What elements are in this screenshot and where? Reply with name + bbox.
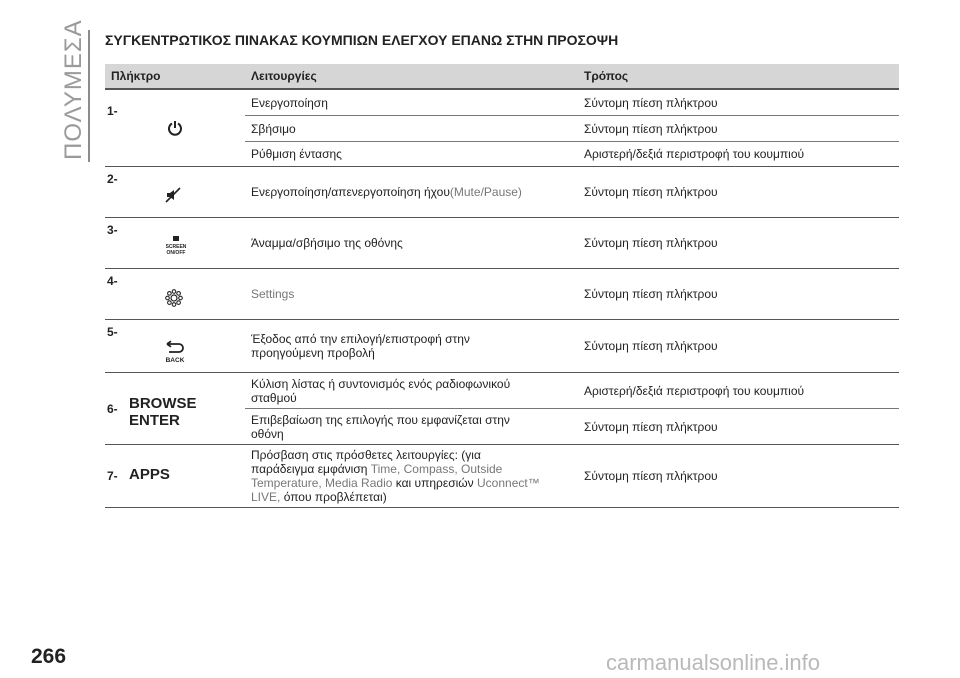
key-cell [105,218,245,268]
key-number: 1- [107,104,118,118]
icon-label: SCREEN [165,244,187,250]
function-text-grey: Time, Compass, Outside [367,462,503,476]
table-row [245,409,899,444]
function-line: Επιβεβαίωση της επιλογής που εμφανίζεται στην [251,412,510,427]
function-cell: Ενεργοποίηση [251,95,328,110]
function-cell [245,185,578,199]
function-line [251,490,578,504]
page-number: 266 [31,645,67,668]
function-rows [245,90,899,166]
function-line [251,476,578,490]
function-cell: Settings [251,287,295,301]
key-word: ENTER [129,412,180,429]
function-cell [245,413,578,441]
function-rows [245,320,899,372]
function-rows [245,218,899,268]
settings-gear-icon [165,289,183,307]
mode-cell: Σύντομη πίεση πλήκτρου [584,185,718,199]
function-cell [245,332,578,360]
key-word: APPS [129,466,170,483]
table-row [245,142,899,166]
function-line [251,462,578,476]
header-mode: Τρόπος [584,69,629,83]
key-cell [105,320,245,372]
key-cell [105,90,245,166]
key-cell [105,445,245,507]
mode-cell: Σύντομη πίεση πλήκτρου [584,121,718,136]
mode-cell: Σύντομη πίεση πλήκτρου [584,95,718,110]
function-line: Κύλιση λίστας ή συντονισμός ενός ραδιοφωνικού [251,376,511,391]
function-line: Έξοδος από την επιλογή/επιστροφή στην [251,332,470,346]
key-cell [105,373,245,444]
header-function: Λειτουργίες [251,69,317,83]
table-row [245,90,899,116]
table-row [245,373,899,409]
key-number: 5- [107,325,118,339]
icon-label: ON/OFF [166,250,186,256]
mode-cell: Αριστερή/δεξιά περιστροφή του κουμπιού [584,147,805,161]
function-line: σταθμού [251,390,297,405]
section-label: ΠΟΛΥΜΕΣΑ [60,19,87,160]
header-key: Πλήκτρο [111,69,161,83]
table-row-group-6 [105,373,899,445]
mode-cell: Σύντομη πίεση πλήκτρου [584,469,718,483]
function-text-grey: Uconnect™ [473,476,540,490]
function-line [251,448,578,462]
icon-label: BACK [165,357,185,364]
key-number: 3- [107,223,118,237]
table-header [105,64,899,90]
mode-cell: Σύντομη πίεση πλήκτρου [584,339,718,353]
function-text: όπου προβλέπεται) [280,490,387,504]
function-text-grey: LIVE, [251,490,281,504]
controls-table [105,64,899,508]
screen-on-off-icon [163,236,189,256]
function-text: παράδειγμα εμφάνιση [251,462,368,476]
section-divider [88,30,90,162]
function-rows [245,269,899,319]
mute-icon [165,187,181,203]
table-row [245,269,899,319]
key-word: BROWSE [129,395,197,412]
key-cell [105,167,245,217]
function-line: προηγούμενη προβολή [251,346,375,360]
page-title: ΣΥΓΚΕΝΤΡΩΤΙΚΟΣ ΠΙΝΑΚΑΣ ΚΟΥΜΠΙΩΝ ΕΛΕΓΧΟΥ ΕΠΑΝΩ ΣΤΗΝ ΠΡΟΣΟΨΗ [105,32,619,48]
function-rows [245,373,899,444]
function-text: Ενεργοποίηση/απενεργοποίηση ήχου [251,185,450,199]
table-row [245,320,899,372]
function-text-grey: Temperature, Media Radio [251,476,393,490]
table-row-group-5 [105,320,899,373]
function-cell: Σβήσιμο [251,121,296,136]
function-extra: (Mute/Pause) [449,185,522,199]
function-cell [245,448,578,504]
mode-cell: Σύντομη πίεση πλήκτρου [584,287,718,301]
key-number: 6- [107,402,118,416]
function-rows [245,167,899,217]
mode-cell: Σύντομη πίεση πλήκτρου [584,419,718,434]
mode-cell: Αριστερή/δεξιά περιστροφή του κουμπιού [584,383,805,398]
power-icon [167,120,183,136]
function-cell: Ρύθμιση έντασης [251,147,342,161]
watermark: carmanualsonline.info [606,650,821,675]
key-number: 7- [107,469,118,483]
mode-cell: Σύντομη πίεση πλήκτρου [584,236,718,250]
table-row [245,445,899,507]
table-row [245,167,899,217]
key-cell [105,269,245,319]
table-row-group-1 [105,90,899,167]
table-row-group-4 [105,269,899,320]
section-side-tab [60,19,87,160]
function-rows [245,445,899,507]
table-row [245,218,899,268]
table-row-group-2 [105,167,899,218]
function-cell: Άναμμα/σβήσιμο της οθόνης [251,236,403,250]
key-number: 4- [107,274,118,288]
back-icon [163,340,187,364]
function-line: οθόνη [251,426,284,441]
function-text: Πρόσβαση στις πρόσθετες λειτουργίες: (για [251,448,481,462]
key-number: 2- [107,172,118,186]
table-row-group-7 [105,445,899,508]
function-text: και υπηρεσιών [392,476,474,490]
table-row [245,116,899,142]
function-cell [245,377,578,405]
table-row-group-3 [105,218,899,269]
